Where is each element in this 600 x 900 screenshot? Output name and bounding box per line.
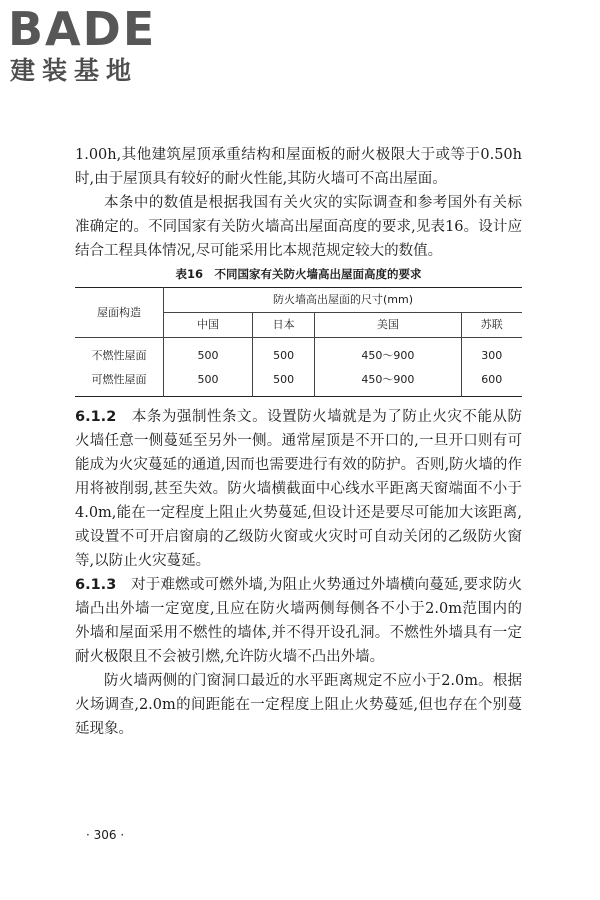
page-number: · 306 · (86, 828, 125, 842)
logo-subtitle: 建装基地 (10, 56, 139, 85)
country-cell: 美国 (315, 313, 461, 338)
value-cell: 300 (461, 338, 522, 369)
table-row (75, 338, 522, 369)
value-cell: 500 (164, 338, 253, 369)
clause-text: 对于难燃或可燃外墙,为阻止火势通过外墙横向蔓延,要求防火墙凸出外墙一定宽度,且应在防火墙两侧每侧各不小于2.0m范围内的外墙和屋面采用不燃性的墙体,并不得开设孔洞。不燃性外墙具有一定耐火极限且不会被引燃,允许防火墙不凸出外墙。 (75, 577, 522, 665)
value-cell: 500 (164, 368, 253, 397)
clause-6-1-3 (75, 573, 522, 669)
row-label-cell: 不燃性屋面 (75, 338, 164, 369)
page-body (75, 143, 522, 741)
value-cell: 600 (461, 368, 522, 397)
bade-logo (8, 2, 183, 90)
clause-number: 6.1.3 (75, 577, 117, 593)
value-cell: 500 (253, 368, 315, 397)
paragraph-continued: 1.00h,其他建筑屋顶承重结构和屋面板的耐火极限大于或等于0.50h时,由于屋顶具有较好的耐火性能,其防火墙可不高出屋面。 (75, 147, 522, 187)
table-header-row (75, 288, 522, 313)
logo-wordmark: BADE (8, 2, 157, 56)
value-cell: 450～900 (315, 368, 461, 397)
clause-6-1-2 (75, 405, 522, 573)
row-label-cell: 可燃性屋面 (75, 368, 164, 397)
paragraph-final: 防火墙两侧的门窗洞口最近的水平距离规定不应小于2.0m。根据火场调查,2.0m的间距能在一定程度上阻止火势蔓延,但也存在个别蔓延现象。 (75, 673, 522, 737)
firewall-height-table (75, 287, 522, 397)
value-cell: 450～900 (315, 338, 461, 369)
country-cell: 苏联 (461, 313, 522, 338)
group-header-cell: 防火墙高出屋面的尺寸(mm) (164, 288, 523, 313)
row-header-cell: 屋面构造 (75, 288, 164, 338)
table-row (75, 368, 522, 397)
clause-number: 6.1.2 (75, 409, 117, 425)
paragraph-explanation: 本条中的数值是根据我国有关火灾的实际调查和参考国外有关标准确定的。不同国家有关防火墙高出屋面高度的要求,见表16。设计应结合工程具体情况,尽可能采用比本规范规定较大的数值。 (75, 195, 522, 259)
clause-text: 本条为强制性条文。设置防火墙就是为了防止火灾不能从防火墙任意一侧蔓延至另外一侧。通常屋顶是不开口的,一旦开口则有可能成为火灾蔓延的通道,因而也需要进行有效的防护。否则,防火墙的作用将被削弱,甚至失效。防火墙横截面中心线水平距离天窗端面不小于4.0m,能在一定程度上阻止火势蔓延,但设计还是要尽可能加大该距离,或设置不可开启窗扇的乙级防火窗或火灾时可自动关闭的乙级防火窗等,以防止火灾蔓延。 (75, 409, 523, 569)
country-cell: 中国 (164, 313, 253, 338)
value-cell: 500 (253, 338, 315, 369)
table-caption: 表16 不同国家有关防火墙高出屋面高度的要求 (175, 267, 422, 281)
country-cell: 日本 (253, 313, 315, 338)
